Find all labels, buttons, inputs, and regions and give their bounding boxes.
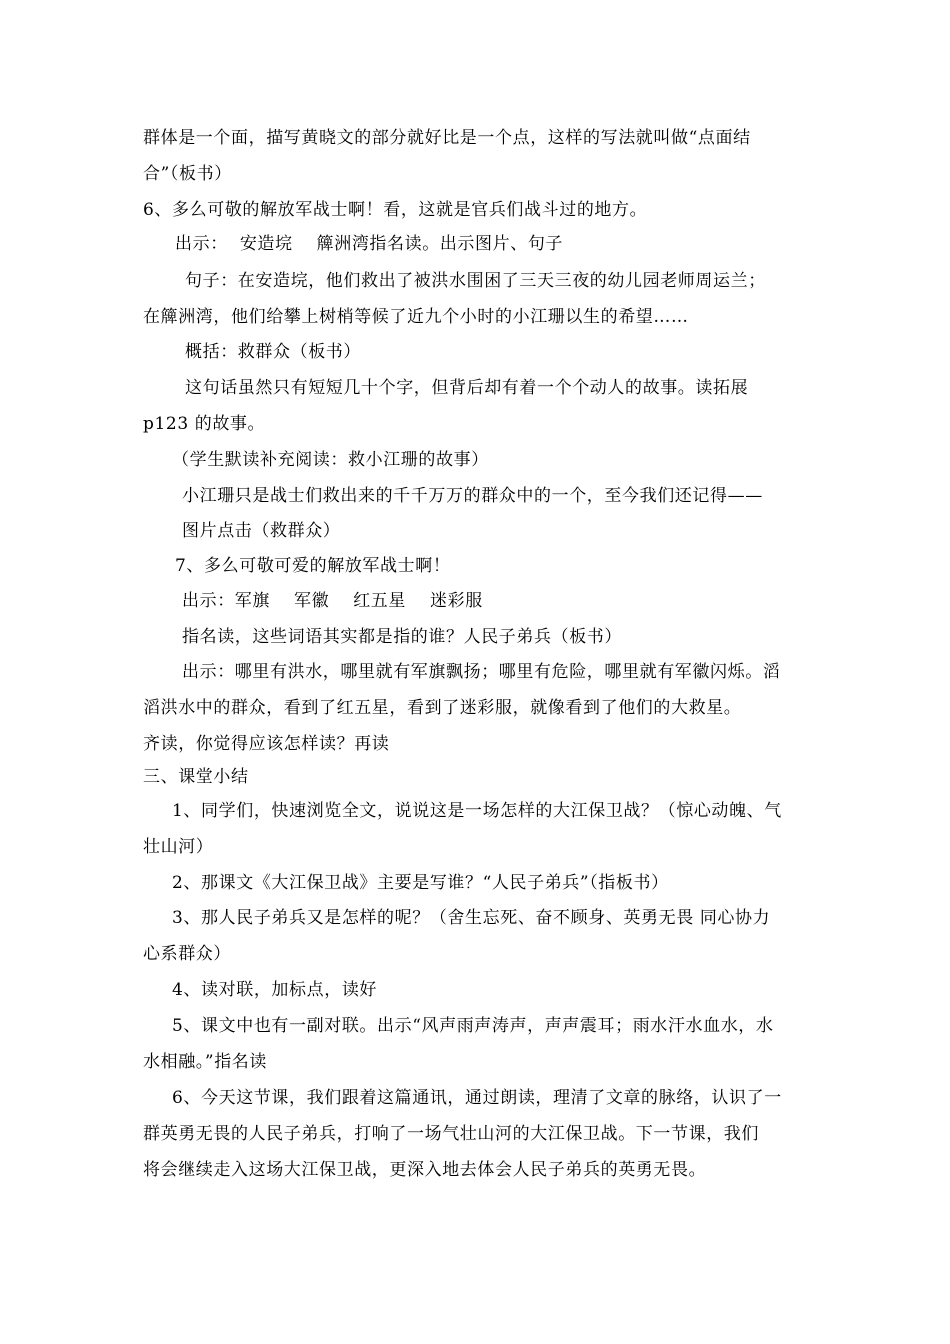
text-line: 6、今天这节课，我们跟着这篇通讯，通过朗读，理清了文章的脉络，认识了一: [172, 1088, 782, 1108]
text-line: 这句话虽然只有短短几十个字，但背后却有着一个个动人的故事。读拓展: [185, 378, 749, 398]
text-line: 群体是一个面，描写黄晓文的部分就好比是一个点，这样的写法就叫做“点面结: [143, 128, 751, 148]
text-line: 心系群众）: [143, 944, 231, 964]
text-line: [175, 233, 563, 255]
text-line: 1、同学们，快速浏览全文，说说这是一场怎样的大江保卫战？（惊心动魄、气: [172, 801, 782, 821]
text-line: 5、课文中也有一副对联。出示“风声雨声涛声，声声震耳；雨水汗水血水，水: [172, 1016, 774, 1036]
text-line: [182, 590, 483, 612]
text-line: 7、多么可敬可爱的解放军战士啊！: [175, 556, 451, 576]
text-line: 壮山河）: [143, 837, 214, 857]
text-line: 水相融。”指名读: [143, 1052, 267, 1072]
text-line: 2、那课文《大江保卫战》主要是写谁？“人民子弟兵”（指板书）: [172, 873, 669, 893]
text-line: 滔洪水中的群众，看到了红五星，看到了迷彩服，就像看到了他们的大救星。: [143, 698, 742, 718]
text-line: 句子：在安造垸，他们救出了被洪水围困了三天三夜的幼儿园老师周运兰；: [185, 271, 766, 291]
line-segment: 红五星: [353, 591, 407, 611]
text-line: 群英勇无畏的人民子弟兵，打响了一场气壮山河的大江保卫战。下一节课，我们: [143, 1124, 759, 1144]
text-line: 图片点击（救群众）: [182, 521, 341, 541]
section-heading: 三、课堂小结: [143, 767, 249, 787]
line-segment: 出示：: [175, 234, 228, 254]
text-line: （学生默读补充阅读：救小江珊的故事）: [172, 450, 489, 470]
text-line: 出示：哪里有洪水，哪里就有军旗飘扬；哪里有危险，哪里就有军徽闪烁。滔: [182, 662, 781, 682]
text-line: 齐读，你觉得应该怎样读？再读: [143, 734, 390, 754]
line-segment: 军徽: [294, 591, 330, 611]
text-line: p123 的故事。: [143, 414, 266, 434]
line-segment: 安造垸: [239, 234, 293, 254]
text-line: 合”（板书）: [143, 164, 232, 184]
text-line: 小江珊只是战士们救出来的千千万万的群众中的一个，至今我们还记得——: [182, 486, 763, 506]
text-line: 概括：救群众（板书）: [185, 342, 361, 362]
text-line: 4、读对联，加标点，读好: [172, 980, 378, 1000]
line-segment: 出示：军旗: [182, 591, 270, 611]
text-line: 将会继续走入这场大江保卫战，更深入地去体会人民子弟兵的英勇无畏。: [143, 1160, 707, 1180]
text-line: 3、那人民子弟兵又是怎样的呢？（舍生忘死、奋不顾身、英勇无畏 同心协力: [172, 908, 771, 928]
line-segment: 迷彩服: [430, 591, 483, 611]
text-line: 在簰洲湾，他们给攀上树梢等候了近九个小时的小江珊以生的希望……: [143, 307, 689, 327]
text-line: 指名读，这些词语其实都是指的谁？人民子弟兵（板书）: [182, 627, 622, 647]
line-segment: 簰洲湾指名读。出示图片、句子: [316, 234, 564, 254]
text-line: 6、多么可敬的解放军战士啊！看，这就是官兵们战斗过的地方。: [143, 200, 648, 220]
